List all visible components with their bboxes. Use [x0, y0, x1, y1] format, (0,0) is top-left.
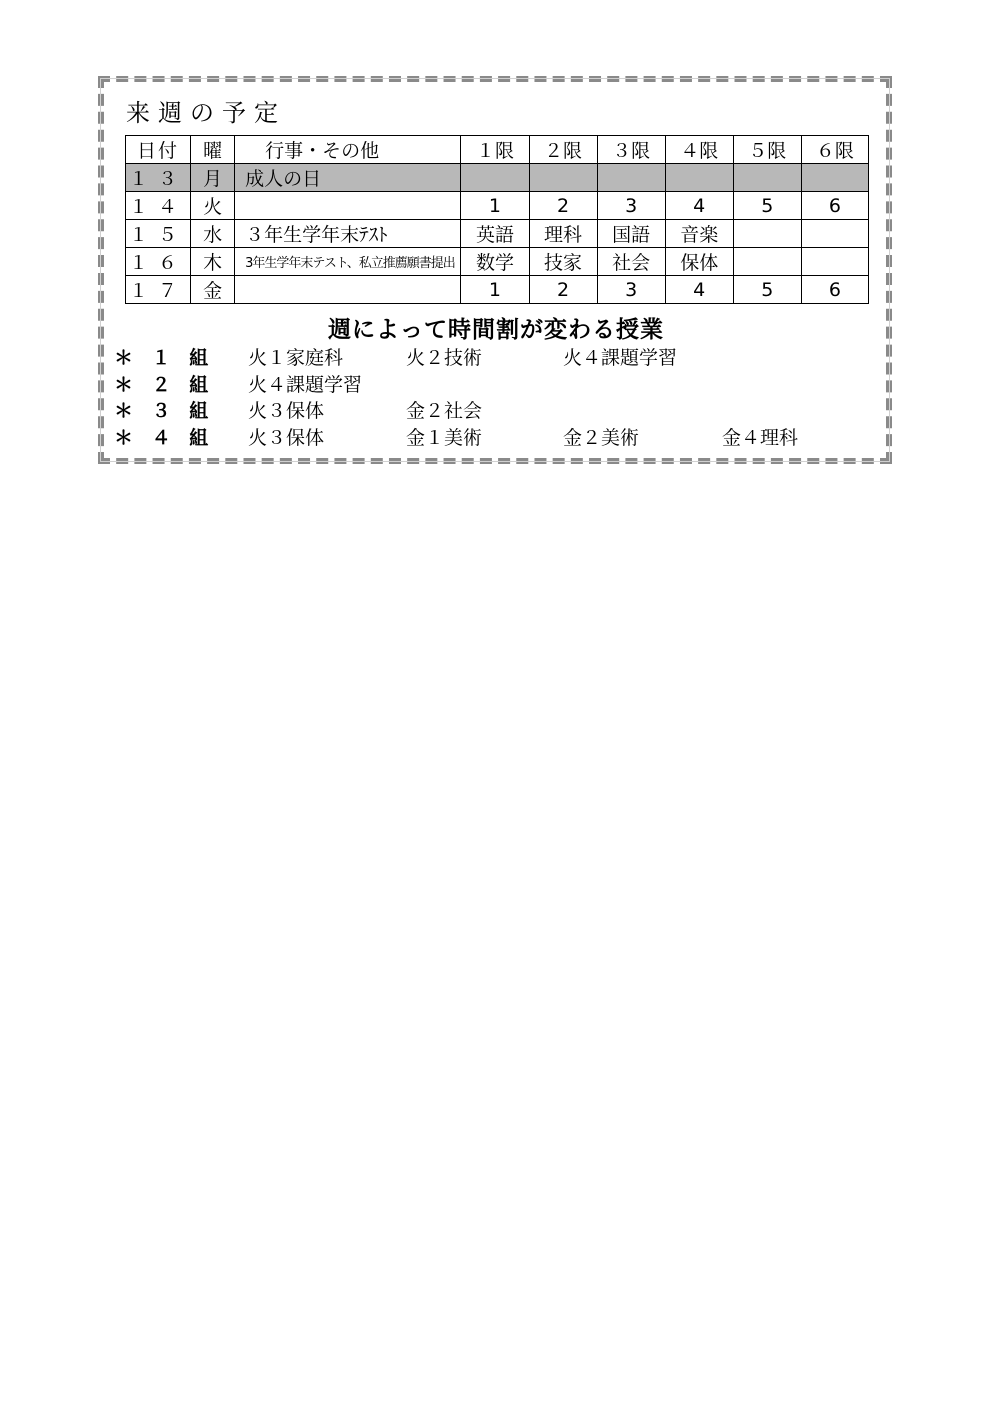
- event-cell: 成人の日: [235, 164, 461, 192]
- period-cell: 理科: [529, 220, 597, 248]
- day-cell: 木: [191, 248, 235, 276]
- period-cell: [733, 220, 801, 248]
- period-cell: 6: [801, 192, 868, 220]
- period-cell: 社会: [597, 248, 665, 276]
- header-period-2: ２限: [529, 136, 597, 164]
- period-cell: 3: [597, 192, 665, 220]
- date-cell: １５: [126, 220, 191, 248]
- period-cell: [801, 164, 868, 192]
- class-item: 火３保体: [248, 400, 325, 422]
- period-cell: 英語: [461, 220, 529, 248]
- class-row-3: [114, 396, 874, 422]
- period-cell: [461, 164, 529, 192]
- section-subtitle: 週によって時間割が変わる授業: [328, 317, 664, 343]
- header-date: 日付: [126, 136, 191, 164]
- class-label: ＊ ３ 組: [114, 400, 215, 422]
- table-header-row: [126, 136, 869, 164]
- class-row-2: [114, 370, 874, 396]
- event-cell: 3年生学年末テスト、私立推薦願書提出: [235, 248, 461, 276]
- class-item: 火１家庭科: [248, 347, 344, 369]
- class-item: 金２美術: [563, 427, 640, 449]
- period-cell: 4: [665, 276, 733, 304]
- class-label: ＊ １ 組: [114, 347, 215, 369]
- header-period-1: １限: [461, 136, 529, 164]
- header-period-6: ６限: [801, 136, 868, 164]
- period-cell: [597, 164, 665, 192]
- period-cell: 6: [801, 276, 868, 304]
- period-cell: [529, 164, 597, 192]
- period-cell: 4: [665, 192, 733, 220]
- period-cell: [665, 164, 733, 192]
- table-row: [126, 164, 869, 192]
- period-cell: 技家: [529, 248, 597, 276]
- period-cell: [733, 248, 801, 276]
- class-item: 火２技術: [406, 347, 483, 369]
- date-cell: １３: [126, 164, 191, 192]
- period-cell: 3: [597, 276, 665, 304]
- day-cell: 水: [191, 220, 235, 248]
- table-row: [126, 276, 869, 304]
- date-cell: １７: [126, 276, 191, 304]
- table-row: [126, 192, 869, 220]
- class-label: ＊ ２ 組: [114, 374, 215, 396]
- period-cell: [733, 164, 801, 192]
- period-cell: 国語: [597, 220, 665, 248]
- event-cell: [235, 276, 461, 304]
- class-item: 火４課題学習: [248, 374, 363, 396]
- class-item: 金１美術: [406, 427, 483, 449]
- period-cell: 2: [529, 192, 597, 220]
- class-item: 金４理科: [722, 427, 799, 449]
- period-cell: 数学: [461, 248, 529, 276]
- period-cell: 音楽: [665, 220, 733, 248]
- period-cell: 5: [733, 276, 801, 304]
- period-cell: 2: [529, 276, 597, 304]
- date-cell: １４: [126, 192, 191, 220]
- period-cell: 1: [461, 276, 529, 304]
- header-day: 曜: [191, 136, 235, 164]
- period-cell: 5: [733, 192, 801, 220]
- class-item: 金２社会: [406, 400, 483, 422]
- period-cell: [801, 248, 868, 276]
- date-cell: １６: [126, 248, 191, 276]
- schedule-table: [125, 135, 869, 304]
- period-cell: 保体: [665, 248, 733, 276]
- class-item: 火３保体: [248, 427, 325, 449]
- page-title: 来週の予定: [126, 99, 286, 127]
- header-event: 行事・その他: [235, 136, 461, 164]
- table-row: [126, 220, 869, 248]
- period-cell: 1: [461, 192, 529, 220]
- event-cell: ３年生学年末ﾃｽﾄ: [235, 220, 461, 248]
- table-row: [126, 248, 869, 276]
- event-cell: [235, 192, 461, 220]
- header-period-5: ５限: [733, 136, 801, 164]
- class-item: 火４課題学習: [563, 347, 678, 369]
- day-cell: 金: [191, 276, 235, 304]
- day-cell: 月: [191, 164, 235, 192]
- header-period-3: ３限: [597, 136, 665, 164]
- class-row-4: [114, 423, 874, 449]
- period-cell: [801, 220, 868, 248]
- day-cell: 火: [191, 192, 235, 220]
- class-label: ＊ ４ 組: [114, 427, 215, 449]
- class-row-1: [114, 343, 874, 369]
- header-period-4: ４限: [665, 136, 733, 164]
